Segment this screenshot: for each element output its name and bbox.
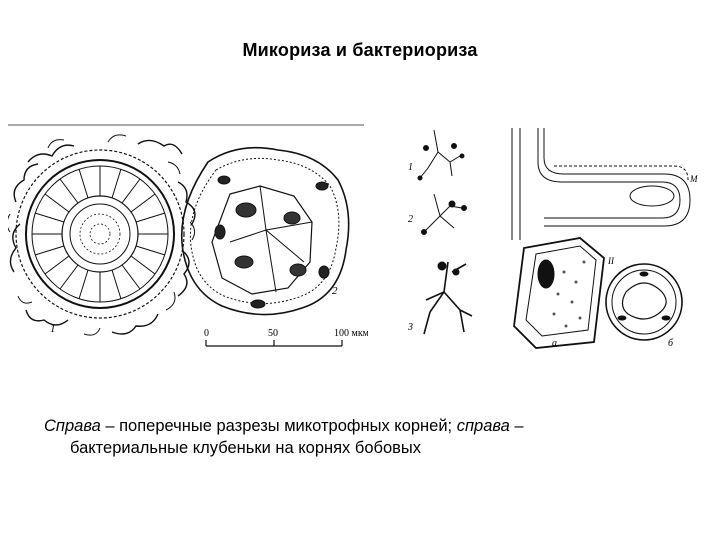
mycorrhiza-drawing bbox=[8, 122, 368, 358]
caption-italic-2: справа bbox=[456, 417, 510, 435]
infected-cell bbox=[514, 238, 604, 348]
right-label-b: б bbox=[668, 338, 674, 349]
caption-text-1: – поперечные разрезы микотрофных корней; bbox=[100, 417, 457, 435]
scale-label-50: 50 bbox=[268, 328, 278, 339]
nodule-figure bbox=[394, 122, 704, 352]
right-label-3: 3 bbox=[408, 322, 413, 333]
scale-bar bbox=[206, 340, 342, 346]
scale-label-0: 0 bbox=[204, 328, 209, 339]
caption-text-2: – bbox=[509, 417, 524, 435]
right-label-2: 2 bbox=[408, 214, 413, 225]
caption-text-3: бактериальные клубеньки на корнях бобовых bbox=[70, 439, 422, 457]
infection-thread bbox=[512, 128, 690, 240]
right-label-m: М bbox=[690, 174, 698, 184]
nodule-drawing bbox=[394, 122, 704, 352]
mycorrhiza-figure bbox=[8, 122, 368, 358]
root-cross-section-1 bbox=[8, 135, 195, 335]
figure-label-2: 2 bbox=[332, 285, 338, 297]
root-cross-section-2 bbox=[182, 148, 349, 315]
figure-label-1: 1 bbox=[50, 323, 56, 335]
figure-caption bbox=[44, 415, 674, 459]
right-label-a: а bbox=[552, 338, 557, 349]
caption-italic-1: Справа bbox=[44, 417, 101, 435]
bacteroid-cell bbox=[606, 264, 682, 340]
right-label-1: 1 bbox=[408, 162, 413, 173]
slide-title: Микориза и бактериориза bbox=[242, 40, 478, 60]
right-label-ii: II bbox=[608, 256, 614, 266]
scale-label-100: 100 мкм bbox=[334, 328, 368, 339]
legume-roots bbox=[418, 130, 472, 334]
